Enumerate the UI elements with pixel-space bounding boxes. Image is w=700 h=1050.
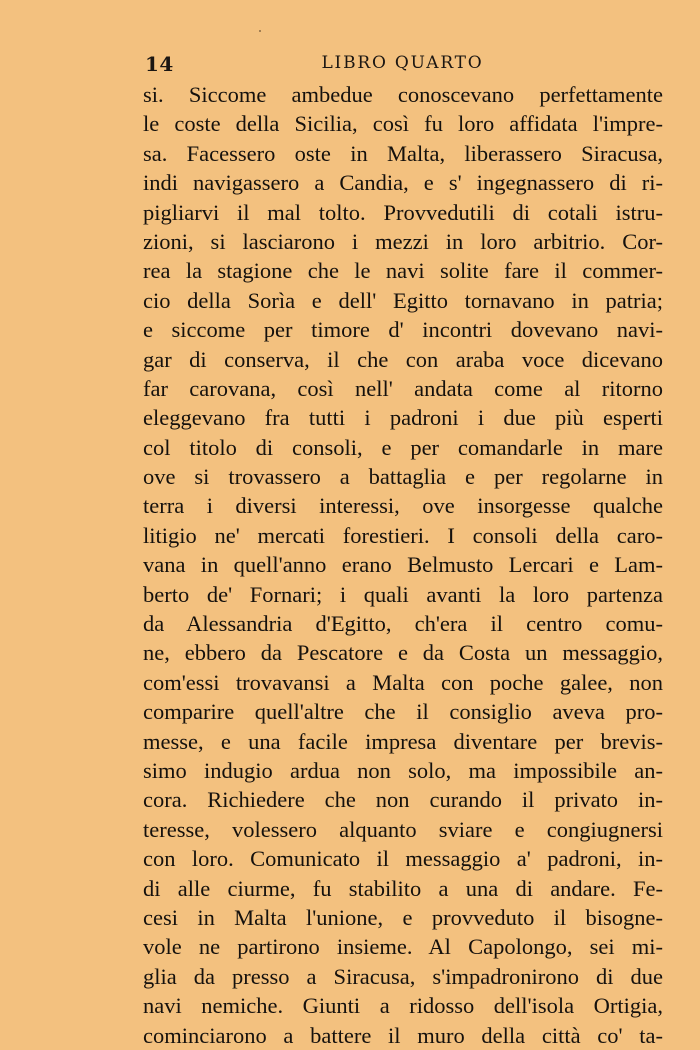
text-line: comparire quell'altre che il consiglio aveva pro- (143, 699, 663, 725)
text-line: cio della Sorìa e dell' Egitto tornavano in patria; (143, 287, 663, 313)
text-line: indi navigassero a Candia, e s' ingegnassero di ri- (143, 170, 663, 196)
text-line: cesi in Malta l'unione, e provveduto il bisogne- (143, 904, 663, 930)
page-number: 14 (145, 52, 174, 76)
text-line: con loro. Comunicato il messaggio a' padroni, in- (143, 846, 663, 872)
text-line: le coste della Sicilia, così fu loro affidata l'impre- (143, 111, 663, 137)
paper-speck (259, 30, 261, 32)
text-line: navi nemiche. Giunti a ridosso dell'isola Ortigia, (143, 993, 663, 1019)
text-line: col titolo di consoli, e per comandarle in mare (143, 434, 663, 460)
text-line: sa. Facessero oste in Malta, liberassero Siracusa, (143, 140, 663, 166)
text-line: glia da presso a Siracusa, s'impadronirono di due (143, 963, 663, 989)
text-line: zioni, si lasciarono i mezzi in loro arbitrio. Cor- (143, 228, 663, 254)
text-line: terra i diversi interessi, ove insorgesse qualche (143, 493, 663, 519)
text-line: ne, ebbero da Pescatore e da Costa un messaggio, (143, 640, 663, 666)
body-text (143, 80, 663, 1050)
running-title: LIBRO QUARTO (321, 53, 484, 73)
text-line: rea la stagione che le navi solite fare il commer- (143, 258, 663, 284)
text-line: cominciarono a battere il muro della città co' ta- (143, 1022, 663, 1048)
text-line: simo indugio ardua non solo, ma impossibile an- (143, 757, 663, 783)
text-line: berto de' Fornari; i quali avanti la loro partenza (143, 581, 663, 607)
text-line: teresse, volessero alquanto sviare e congiugnersi (143, 816, 663, 842)
text-line: eleggevano fra tutti i padroni i due più esperti (143, 405, 663, 431)
text-line: si. Siccome ambedue conoscevano perfettamente (143, 82, 663, 107)
text-line: messe, e una facile impresa diventare per brevis- (143, 728, 663, 754)
text-line: ove si trovassero a battaglia e per regolarne in (143, 464, 663, 490)
text-line: pigliarvi il mal tolto. Provvedutili di cotali istru- (143, 199, 663, 225)
text-line: gar di conserva, il che con araba voce dicevano (143, 346, 663, 372)
page-header (145, 52, 660, 80)
text-line: vana in quell'anno erano Belmusto Lercari e Lam- (143, 552, 663, 578)
text-line: far carovana, così nell' andata come al ritorno (143, 375, 663, 401)
text-line: di alle ciurme, fu stabilito a una di andare. Fe- (143, 875, 663, 901)
text-line: com'essi trovavansi a Malta con poche galee, non (143, 669, 663, 695)
text-line: cora. Richiedere che non curando il privato in- (143, 787, 663, 813)
text-line: litigio ne' mercati forestieri. I consoli della caro- (143, 522, 663, 548)
text-line: da Alessandria d'Egitto, ch'era il centro comu- (143, 611, 663, 637)
text-line: e siccome per timore d' incontri dovevano navi- (143, 317, 663, 343)
text-line: vole ne partirono insieme. Al Capolongo, sei mi- (143, 934, 663, 960)
